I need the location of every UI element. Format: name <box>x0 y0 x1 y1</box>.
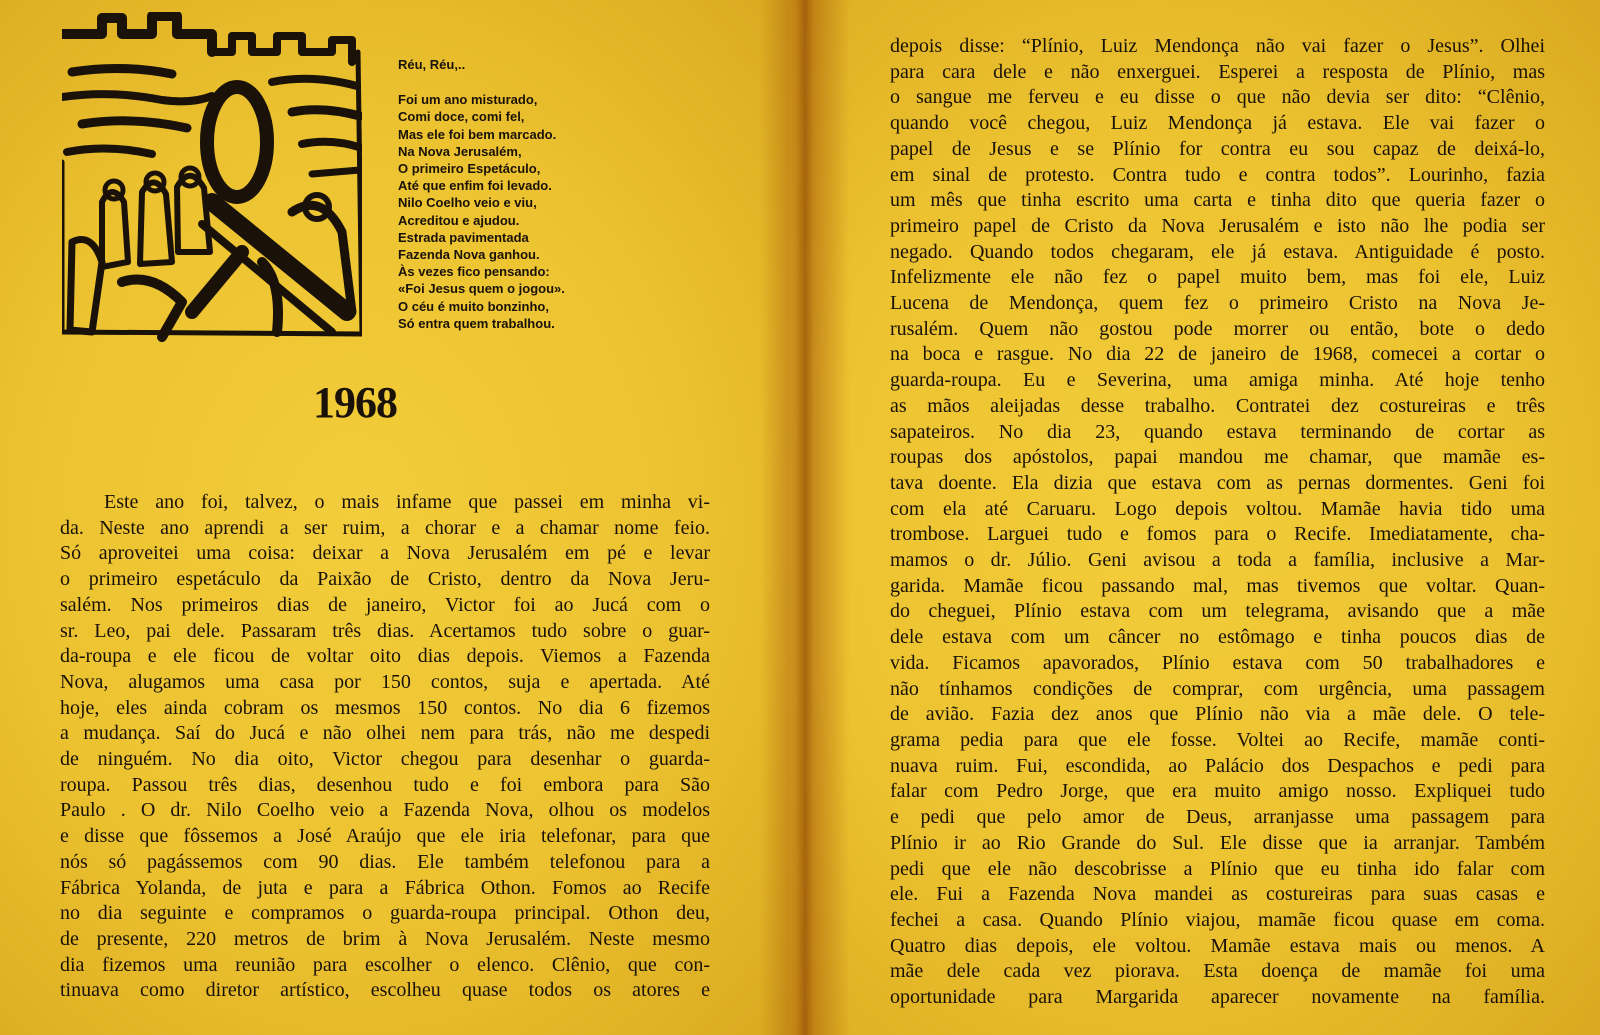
text-line: não tínhamos condições de comprar, com urgência, uma passagem <box>890 677 1545 700</box>
text-line: e pedi que pelo amor de Deus, arranjasse uma passagem para <box>890 806 1545 829</box>
text-line: Infelizmente ele não fez o papel muito bem, mas foi ele, Luiz <box>890 266 1545 289</box>
text-line: rusalém. Quem não gostou pode morrer ou então, bote o dedo <box>890 317 1545 340</box>
poem-line: Estrada pavimentada <box>398 229 529 245</box>
text-line: dia fizemos uma reunião para escolher o elenco. Clênio, que con- <box>60 953 710 976</box>
text-line: negado. Quando todos chegaram, ele já estava. Antiguidade é posto. <box>890 240 1545 263</box>
poem-line: Foi um ano misturado, <box>398 92 538 108</box>
text-line: no dia seguinte e compramos o guarda-roupa principal. Othon deu, <box>60 902 710 925</box>
text-line: nuava ruim. Fui, escondida, ao Palácio dos Despachos e pedi para <box>890 754 1545 777</box>
poem-line: Comi doce, comi fel, <box>398 109 525 125</box>
left-page-text <box>60 490 710 1004</box>
text-line: ele. Fui a Fazenda Nova mandei as costureiras para suas casas e <box>890 883 1545 906</box>
text-line: guarda-roupa. Eu e Severina, uma amiga minha. Até hoje tenho <box>890 369 1545 392</box>
text-line: mamos o dr. Júlio. Geni avisou a toda a família, inclusive a Mar- <box>890 549 1545 572</box>
text-line: dele estava com um câncer no estômago e tinha poucos dias de <box>890 626 1545 649</box>
text-line: sapateiros. No dia 23, quando estava terminando de cortar as <box>890 420 1545 443</box>
poem-line: Às vezes fico pensando: <box>398 264 550 280</box>
text-line: de avião. Fazia dez anos que Plínio não via a mãe dele. O tele- <box>890 703 1545 726</box>
right-page-text <box>890 34 1545 1011</box>
text-line: um mês que tinha escrito uma carta e tinha dito que queria fazer o <box>890 189 1545 212</box>
poem-line: O céu é muito bonzinho, <box>398 298 549 314</box>
poem-line: Mas ele foi bem marcado. <box>398 126 557 142</box>
text-line: hoje, eles ainda cobram os mesmos 150 contos. No dia 6 fizemos <box>60 696 710 719</box>
year-heading: 1968 <box>313 378 397 427</box>
text-line: Nova, alugamos uma casa por 150 contos, suja e apertada. Até <box>60 670 710 693</box>
text-line: da-roupa e ele ficou de voltar oito dias depois. Viemos a Fazenda <box>60 645 710 668</box>
text-line: papel de Jesus e se Plínio for contra eu sou capaz de deixá-lo, <box>890 137 1545 160</box>
text-line: Plínio ir ao Rio Grande do Sul. Ele disse que ia arranjar. Também <box>890 831 1545 854</box>
text-line: depois disse: “Plínio, Luiz Mendonça não vai fazer o Jesus”. Olhei <box>890 35 1545 57</box>
text-line: pedi que ele não descobrisse a Plínio que eu tinha ido falar com <box>890 857 1545 880</box>
text-line: e disse que fôssemos a José Araújo que ele iria telefonar, para que <box>60 825 710 848</box>
text-line: tinuava como diretor artístico, escolheu quase todos os atores e <box>60 979 710 1002</box>
text-line: de presente, 220 metros de brim à Nova Jerusalém. Neste mesmo <box>60 927 710 950</box>
text-line: Quatro dias depois, ele voltou. Mamãe estava mais ou menos. A <box>890 934 1545 957</box>
text-line: primeiro papel de Cristo da Nova Jerusalém e isto não lhe podia ser <box>890 214 1545 237</box>
text-line: roupa. Passou três dias, desenhou tudo e foi embora para São <box>60 773 710 796</box>
text-line: Lucena de Mendonça, quem fez o primeiro Cristo na Nova Je- <box>890 292 1545 315</box>
text-line: fechei a casa. Quando Plínio viajou, mamãe ficou quase em coma. <box>890 908 1545 931</box>
text-line: com ela até Caruaru. Logo depois voltou. Mamãe havia tido uma <box>890 497 1545 520</box>
text-line: Paulo . O dr. Nilo Coelho veio a Fazenda Nova, olhou os modelos <box>60 799 710 822</box>
text-line: trombose. Larguei tudo e fomos para o Recife. Imediatamente, cha- <box>890 523 1545 546</box>
text-line: de ninguém. No dia oito, Victor chegou para desenhar o guarda- <box>60 748 710 771</box>
poem-line: Só entra quem trabalhou. <box>398 315 555 331</box>
text-line: as mãos aleijadas desse trabalho. Contratei dez costureiras e três <box>890 394 1545 417</box>
text-line: nós só pagássemos com 90 dias. Ele também telefonou para a <box>60 850 710 873</box>
text-line: garida. Mamãe ficou passando mal, mas tivemos que voltar. Quan- <box>890 574 1545 597</box>
text-line: sr. Leo, pai dele. Passaram três dias. Acertamos tudo sobre o guar- <box>60 619 710 642</box>
text-line: salém. Nos primeiros dias de janeiro, Victor foi ao Jucá com o <box>60 593 710 616</box>
left-page <box>0 0 790 1035</box>
poem-line: Até que enfim foi levado. <box>398 178 552 194</box>
poem-line: «Foi Jesus quem o jogou». <box>398 281 565 297</box>
poem-greeting: Réu, Réu,.. <box>398 57 466 72</box>
text-line: em sinal de protesto. Contra tudo e contra todos”. Lourinho, fazia <box>890 163 1545 186</box>
text-line: Fábrica Yolanda, de juta e para a Fábrica Othon. Fomos ao Recife <box>60 876 710 899</box>
text-line: grama pedia para que ele fosse. Voltei ao Recife, mamãe conti- <box>890 728 1545 751</box>
poem <box>398 56 698 332</box>
text-line: para cara dele e não enxerguei. Esperei a resposta de Plínio, mas <box>890 60 1545 83</box>
text-line: da. Neste ano aprendi a ser ruim, a chorar e a chamar nome feio. <box>60 516 710 539</box>
poem-line: Na Nova Jerusalém, <box>398 143 522 159</box>
text-line: tava doente. Ela dizia que estava com as pernas dormentes. Geni foi <box>890 471 1545 494</box>
woodcut-illustration <box>62 12 362 342</box>
text-line: o primeiro espetáculo da Paixão de Cristo, dentro da Nova Jeru- <box>60 568 710 591</box>
text-line: Só aproveitei uma coisa: deixar a Nova Jerusalém em pé e levar <box>60 542 710 565</box>
text-line: vida. Ficamos apavorados, Plínio estava com 50 trabalhadores e <box>890 651 1545 674</box>
text-line: falar com Pedro Jorge, que era muito amigo nosso. Expliquei tudo <box>890 780 1545 803</box>
text-line: quando você chegou, Luiz Mendonça já estava. Ele vai fazer o <box>890 112 1545 135</box>
text-line: Este ano foi, talvez, o mais infame que passei em minha vi- <box>104 491 710 513</box>
text-line: na boca e rasgue. No dia 22 de janeiro de 1968, comecei a cortar o <box>890 343 1545 366</box>
poem-line: O primeiro Espetáculo, <box>398 161 541 177</box>
poem-line: Nilo Coelho veio e viu, <box>398 195 537 211</box>
text-line: oportunidade para Margarida aparecer novamente na família. <box>890 986 1545 1009</box>
text-line: mãe dele cada vez piorava. Esta doença de mamãe foi uma <box>890 960 1545 983</box>
text-line: a mudança. Saí do Jucá e não olhei nem para trás, não me despedi <box>60 722 710 745</box>
poem-line: Acreditou e ajudou. <box>398 212 520 228</box>
text-line: roupas dos apóstolos, papai mandou me chamar, que mamãe es- <box>890 446 1545 469</box>
text-line: do cheguei, Plínio estava com um telegrama, avisando que a mãe <box>890 600 1545 623</box>
poem-line: Fazenda Nova ganhou. <box>398 247 540 263</box>
text-line: o sangue me ferveu e eu disse o que não devia ser dito: “Clênio, <box>890 86 1545 109</box>
